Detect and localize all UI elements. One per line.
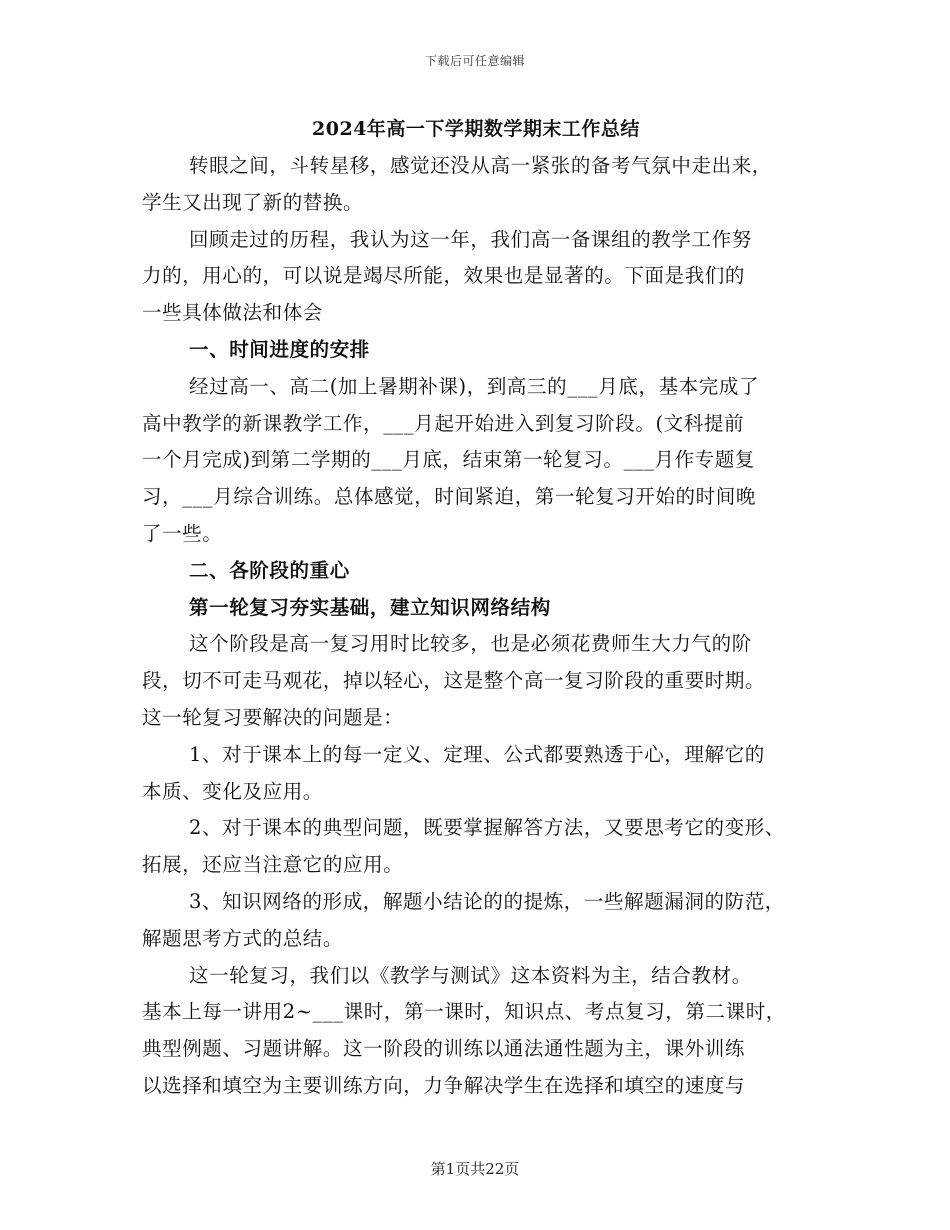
text-line: 一个月完成)到第二学期的___月底，结束第一轮复习。___月作专题复: [142, 448, 756, 472]
text-line: 解题思考方式的总结。: [142, 926, 344, 950]
text-line: 这一轮复习，我们以《教学与测试》这本资料为主，结合教材。: [189, 963, 752, 987]
text-line: 回顾走过的历程，我认为这一年，我们高一备课组的教学工作努: [189, 227, 752, 251]
text-line: 基本上每一讲用2~___课时，第一课时，知识点、考点复习，第二课时，: [142, 1000, 786, 1024]
section-heading: 一、时间进度的安排: [189, 337, 370, 361]
page-header: 下载后可任意编辑: [424, 54, 525, 68]
text-line: 高中教学的新课教学工作，___月起开始进入到复习阶段。(文科提前: [142, 411, 745, 435]
section-heading: 二、各阶段的重心: [189, 558, 350, 582]
text-line: 这一轮复习要解决的问题是：: [142, 705, 404, 729]
text-line: 了一些。: [142, 521, 223, 545]
text-line: 本质、变化及应用。: [142, 779, 323, 803]
text-line: 一些具体做法和体会: [142, 301, 323, 325]
text-line: 3、知识网络的形成，解题小结论的的提炼，一些解题漏洞的防范，: [189, 889, 785, 913]
text-line: 1、对于课本上的每一定义、定理、公式都要熟透于心，理解它的: [189, 742, 765, 766]
text-line: 段，切不可走马观花，掉以轻心，这是整个高一复习阶段的重要时期。: [142, 669, 766, 693]
text-line: 这个阶段是高一复习用时比较多，也是必须花费师生大力气的阶: [189, 632, 752, 656]
text-line: 经过高一、高二(加上暑期补课)，到高三的___月底，基本完成了: [189, 374, 760, 398]
text-line: 拓展，还应当注意它的应用。: [142, 853, 404, 877]
text-line: 典型例题、习题讲解。这一阶段的训练以通法通性题为主，课外训练: [142, 1037, 746, 1061]
text-line: 力的，用心的，可以说是竭尽所能，效果也是显著的。下面是我们的: [142, 264, 746, 288]
document-body: [142, 110, 810, 1105]
text-line: 转眼之间，斗转星移，感觉还没从高一紧张的备考气氛中走出来，: [189, 154, 772, 177]
page-footer: 第1页共22页: [430, 1160, 520, 1178]
document-title: 2024年高一下学期数学期末工作总结: [312, 118, 640, 140]
paragraph-lines: [142, 148, 810, 1105]
section-heading: 第一轮复习夯实基础，建立知识网络结构: [189, 595, 551, 619]
text-line: 以选择和填空为主要训练方向，力争解决学生在选择和填空的速度与: [142, 1073, 746, 1097]
text-line: 习，___月综合训练。总体感觉，时间紧迫，第一轮复习开始的时间晚: [142, 485, 756, 509]
text-line: 2、对于课本的典型问题，既要掌握解答方法，又要思考它的变形、: [189, 816, 785, 840]
text-line: 学生又出现了新的替换。: [142, 190, 364, 214]
